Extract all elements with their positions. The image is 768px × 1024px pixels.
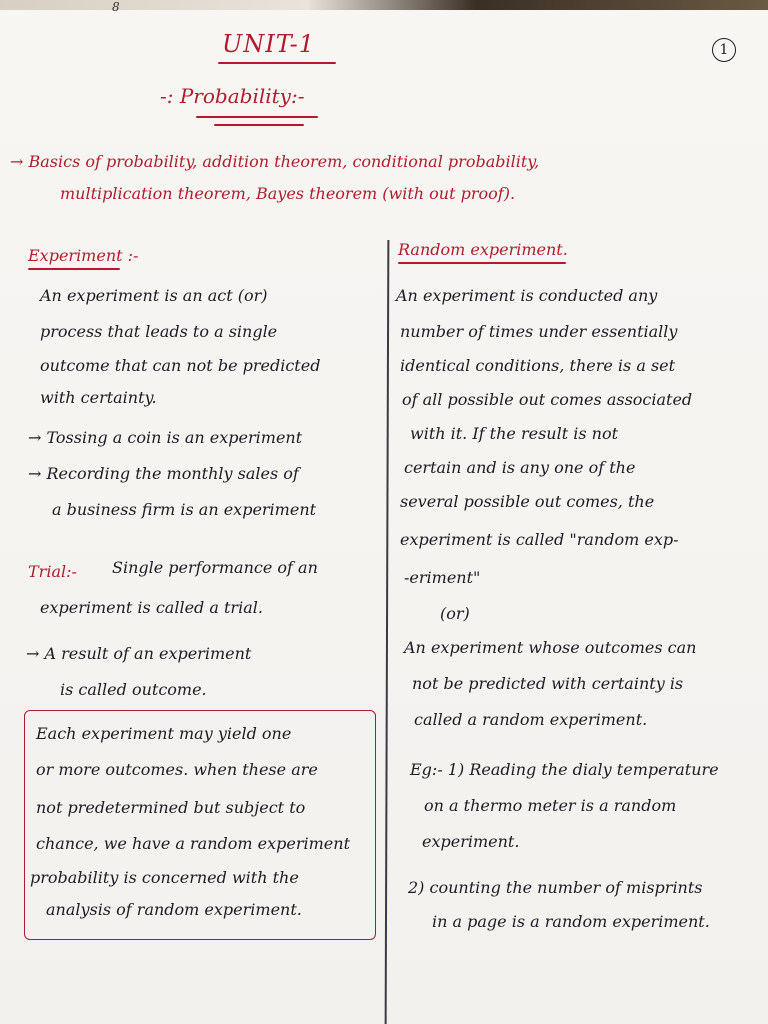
right-line-4: of all possible out comes associated	[402, 390, 693, 409]
column-divider	[385, 240, 389, 1024]
left-bullet-1: → Tossing a coin is an experiment	[28, 428, 303, 447]
alt-line-1: An experiment whose outcomes can	[404, 638, 697, 657]
right-line-6: certain and is any one of the	[404, 458, 636, 477]
right-line-2: number of times under essentially	[400, 322, 678, 341]
outcome-line-1: → A result of an experiment	[26, 644, 252, 663]
box-line-2: or more outcomes. when these are	[36, 760, 318, 779]
right-line-8: experiment is called "random exp-	[400, 530, 679, 549]
left-bullet-2: → Recording the monthly sales of	[28, 464, 299, 483]
unit-title: UNIT-1	[222, 30, 315, 58]
left-line-3: outcome that can not be predicted	[40, 356, 321, 375]
alt-line-3: called a random experiment.	[414, 710, 648, 729]
page-number: 1	[712, 38, 736, 62]
intro-line-2: multiplication theorem, Bayes theorem (with out proof).	[60, 184, 516, 203]
unit-title-underline	[218, 62, 336, 64]
box-line-1: Each experiment may yield one	[36, 724, 292, 743]
experiment-heading: Experiment :-	[28, 246, 139, 265]
or-label: (or)	[440, 604, 470, 623]
eg2-line-1: 2) counting the number of misprints	[408, 878, 703, 897]
random-experiment-heading: Random experiment.	[398, 240, 568, 259]
subtitle-underline-2	[214, 124, 304, 126]
right-line-1: An experiment is conducted any	[396, 286, 658, 305]
left-line-4: with certainty.	[40, 388, 157, 407]
outcome-line-2: is called outcome.	[60, 680, 207, 699]
experiment-heading-underline	[28, 268, 120, 270]
box-line-3: not predetermined but subject to	[36, 798, 306, 817]
intro-line-1: → Basics of probability, addition theorem, conditional probability,	[10, 152, 540, 171]
random-experiment-heading-underline	[398, 262, 566, 264]
trial-line-1: Single performance of an	[112, 558, 318, 577]
right-line-7: several possible out comes, the	[400, 492, 655, 511]
alt-line-2: not be predicted with certainty is	[412, 674, 684, 693]
right-line-9: -eriment"	[404, 568, 481, 587]
left-bullet-3: a business firm is an experiment	[52, 500, 317, 519]
box-line-5: probability is concerned with the	[30, 868, 299, 887]
eg2-line-2: in a page is a random experiment.	[432, 912, 710, 931]
eg-line-3: experiment.	[422, 832, 520, 851]
right-line-5: with it. If the result is not	[410, 424, 619, 443]
trial-label: Trial:-	[28, 562, 77, 581]
eg-line-2: on a thermo meter is a random	[424, 796, 677, 815]
left-line-1: An experiment is an act (or)	[40, 286, 268, 305]
right-line-3: identical conditions, there is a set	[400, 356, 676, 375]
box-line-4: chance, we have a random experiment	[36, 834, 350, 853]
top-number: 8	[112, 0, 120, 14]
left-line-2: process that leads to a single	[40, 322, 278, 341]
page-subtitle: -: Probability:-	[160, 84, 305, 108]
trial-line-2: experiment is called a trial.	[40, 598, 263, 617]
subtitle-underline-1	[196, 116, 318, 118]
box-line-6: analysis of random experiment.	[46, 900, 302, 919]
eg-line-1: Eg:- 1) Reading the dialy temperature	[410, 760, 719, 779]
